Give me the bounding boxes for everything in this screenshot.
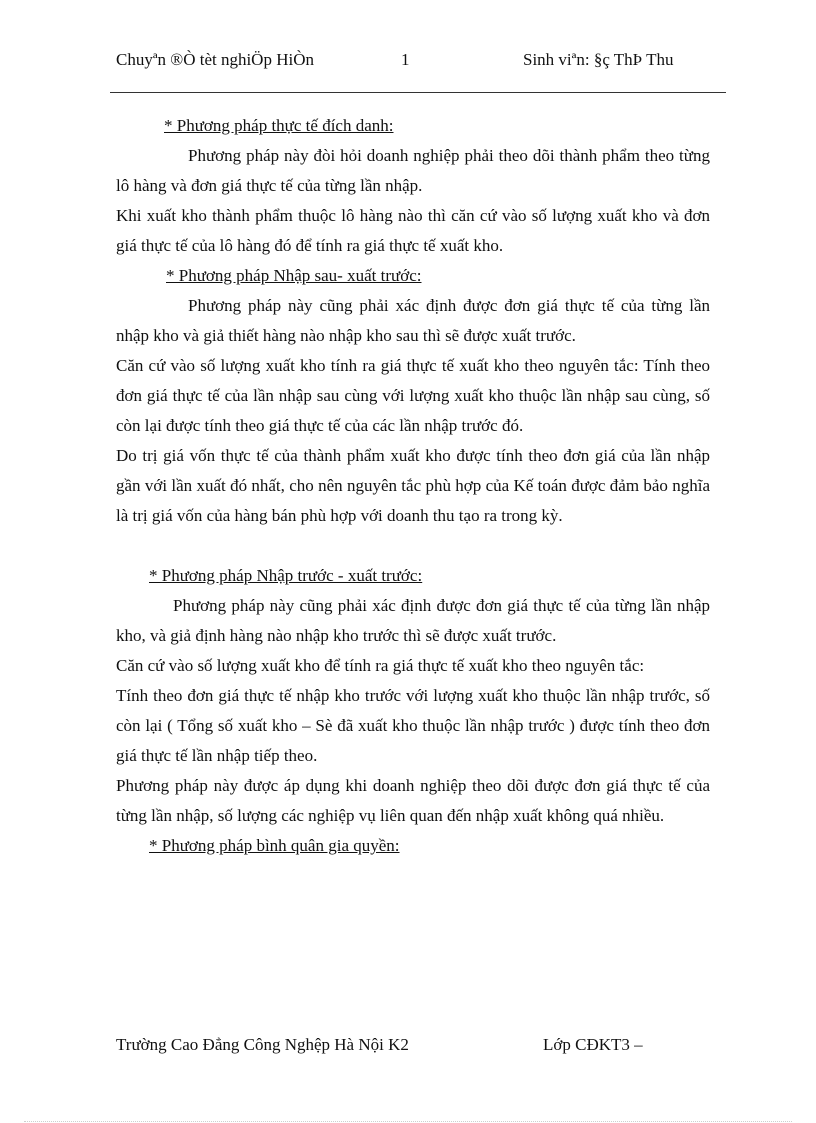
paragraph: Khi xuất kho thành phẩm thuộc lô hàng nào thì căn cứ vào số lượng xuất kho và đơn giá thực tế của lô hàng đó để tính ra giá thực tế xuất kho. (116, 206, 710, 255)
page-number: 1 (401, 50, 410, 69)
paragraph: Do trị giá vốn thực tế của thành phẩm xuất kho được tính theo đơn giá của lần nhập gần với lần xuất đó nhất, cho nên nguyên tắc phù hợp của Kế toán được đảm bảo nghĩa là trị giá vốn của hàng bán phù hợp với doanh thu tạo ra trong kỳ. (116, 446, 710, 525)
spacer (116, 531, 710, 561)
paragraph: Phương pháp này cũng phải xác định được đơn giá thực tế của từng lần nhập kho, và giả định hàng nào nhập kho trước thì sẽ được xuất trước. (116, 596, 710, 645)
section-heading: * Phương pháp thực tế đích danh: (164, 116, 394, 135)
paragraph: Căn cứ vào số lượng xuất kho tính ra giá thực tế xuất kho theo nguyên tắc: Tính theo đơn giá thực tế của lần nhập sau cùng với lượng xuất kho thuộc lần nhập sau cùng, số còn lại được tính theo giá thực tế của các lần nhập trước đó. (116, 356, 710, 435)
footer-left-text: Trường Cao Đẳng Công Nghệp Hà Nội K2 (116, 1035, 409, 1054)
footer-right-text: Lớp CĐKT3 – (543, 1035, 643, 1054)
paragraph: Phương pháp này được áp dụng khi doanh nghiệp theo dõi được đơn giá thực tế của từng lần nhập, số lượng các nghiệp vụ liên quan đến nhập xuất không quá nhiều. (116, 776, 710, 825)
paragraph: Tính theo đơn giá thực tế nhập kho trước với lượng xuất kho thuộc lần nhập trước, số còn lại ( Tổng số xuất kho – Sè đã xuất kho thuộc lần nhập trước ) được tính theo đơn giá thực tế lần nhập tiếp theo. (116, 686, 710, 765)
section-heading: * Phương pháp Nhập trước - xuất trước: (149, 566, 423, 585)
paragraph: Phương pháp này cũng phải xác định được đơn giá thực tế của từng lần nhập kho và giả thiết hàng nào nhập kho sau thì sẽ được xuất trước. (116, 296, 710, 345)
header-divider (110, 92, 726, 93)
section-heading: * Phương pháp bình quân gia quyền: (149, 836, 400, 855)
page-edge-divider (24, 1121, 792, 1122)
document-body (116, 111, 710, 861)
header-right-text: Sinh viªn: §ç ThÞ Thu (523, 50, 674, 69)
paragraph: Phương pháp này đòi hỏi doanh nghiệp phải theo dõi thành phẩm theo từng lô hàng và đơn giá thực tế của từng lần nhập. (116, 146, 710, 195)
section-heading: * Phương pháp Nhập sau- xuất trước: (166, 266, 422, 285)
header-left-text: Chuyªn ®Ò tèt nghiÖp HiÒn (116, 50, 314, 69)
paragraph: Căn cứ vào số lượng xuất kho để tính ra giá thực tế xuất kho theo nguyên tắc: (116, 656, 645, 675)
